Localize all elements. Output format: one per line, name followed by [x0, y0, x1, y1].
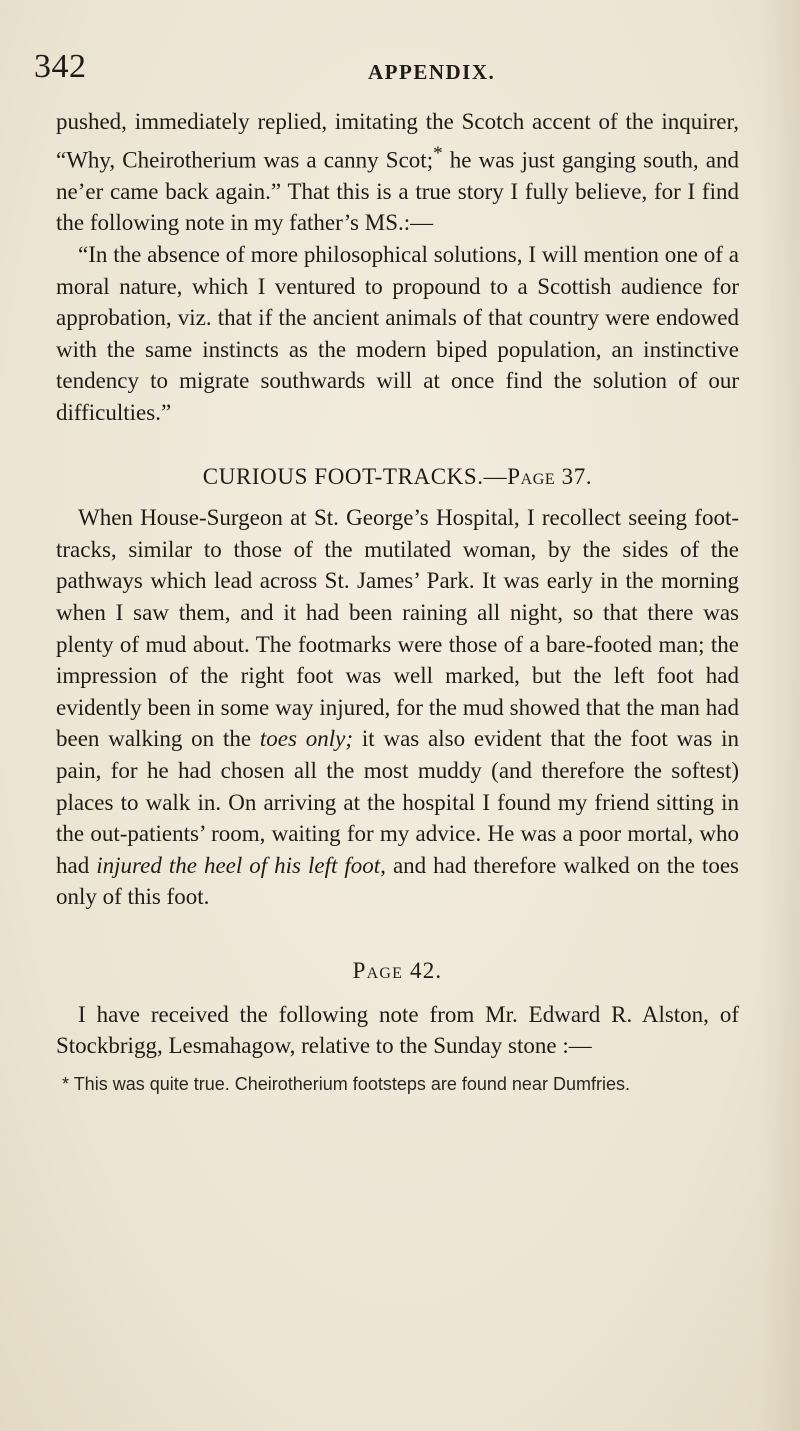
- footnote: [56, 1072, 739, 1096]
- foot-tracks-paragraph: [56, 502, 739, 913]
- paragraph-text: he was just ganging south, and ne’er came back again.” That this is a true story I fully believe, for I find the following note in my father’s MS.:—: [56, 147, 739, 236]
- page-edge-shading: [760, 0, 800, 1431]
- paragraph-text: and had therefore walked on the toes only of this foot.: [56, 852, 739, 910]
- paragraph-text: it was also evident that the foot was in pain, for he had chosen all the most muddy (and therefore the softest) places to walk in. On arriving at the hospital I found my friend sitting in the out-patients’ room, waiting for my advice. He was a poor mortal, who had: [56, 726, 740, 878]
- footnote-text: This was quite true. Cheirotherium footsteps are found near Dumfries.: [69, 1073, 630, 1094]
- footnote-reference: *: [433, 142, 443, 164]
- italic-phrase: injured the heel of his left foot,: [96, 852, 386, 878]
- paragraph-text: When House-Surgeon at St. George’s Hospital, I recollect seeing foot-tracks, similar to those of the mutilated woman, by the sides of the pathways which lead across St. James’ Park. It was early in the morning when I saw them, and it had been raining all night, so that there was plenty of mud about. The footmarks were those of a bare-footed man; the impression of the right foot was well marked, but the left foot had evidently been in some way injured, for the mud showed that the man had been walking on the: [56, 505, 739, 752]
- paragraph-text: pushed, immediately replied, imitating the Scotch accent of the inquirer, “Why, Cheirotherium was a canny Scot;: [56, 109, 739, 173]
- paragraph-continued: [56, 106, 739, 239]
- page-number: 342: [34, 48, 87, 85]
- italic-phrase: toes only;: [259, 726, 354, 752]
- section-heading-page-42: Page 42.: [352, 957, 443, 983]
- body-text: [56, 106, 739, 1096]
- alston-note-paragraph: I have received the following note from Mr. Edward R. Alston, of Stockbrigg, Lesmahagow, relative to the Sunday stone :—: [56, 1001, 739, 1059]
- section-heading-foot-tracks: [56, 461, 739, 493]
- page-header: [28, 48, 740, 92]
- quoted-note-paragraph: “In the absence of more philosophical solutions, I will mention one of a moral nature, which I ventured to propound to a Scottish audience for approbation, viz. that if the ancient animals of that country were endowed with the same instincts as the modern biped population, an instinctive tendency to migrate southwards will at once find the solution of our difficulties.”: [56, 242, 739, 425]
- section-title: CURIOUS FOOT-TRACKS.—: [202, 463, 508, 489]
- section-page-ref: Page 37.: [507, 463, 593, 489]
- running-head: APPENDIX.: [368, 60, 496, 84]
- footnote-mark: *: [62, 1073, 70, 1094]
